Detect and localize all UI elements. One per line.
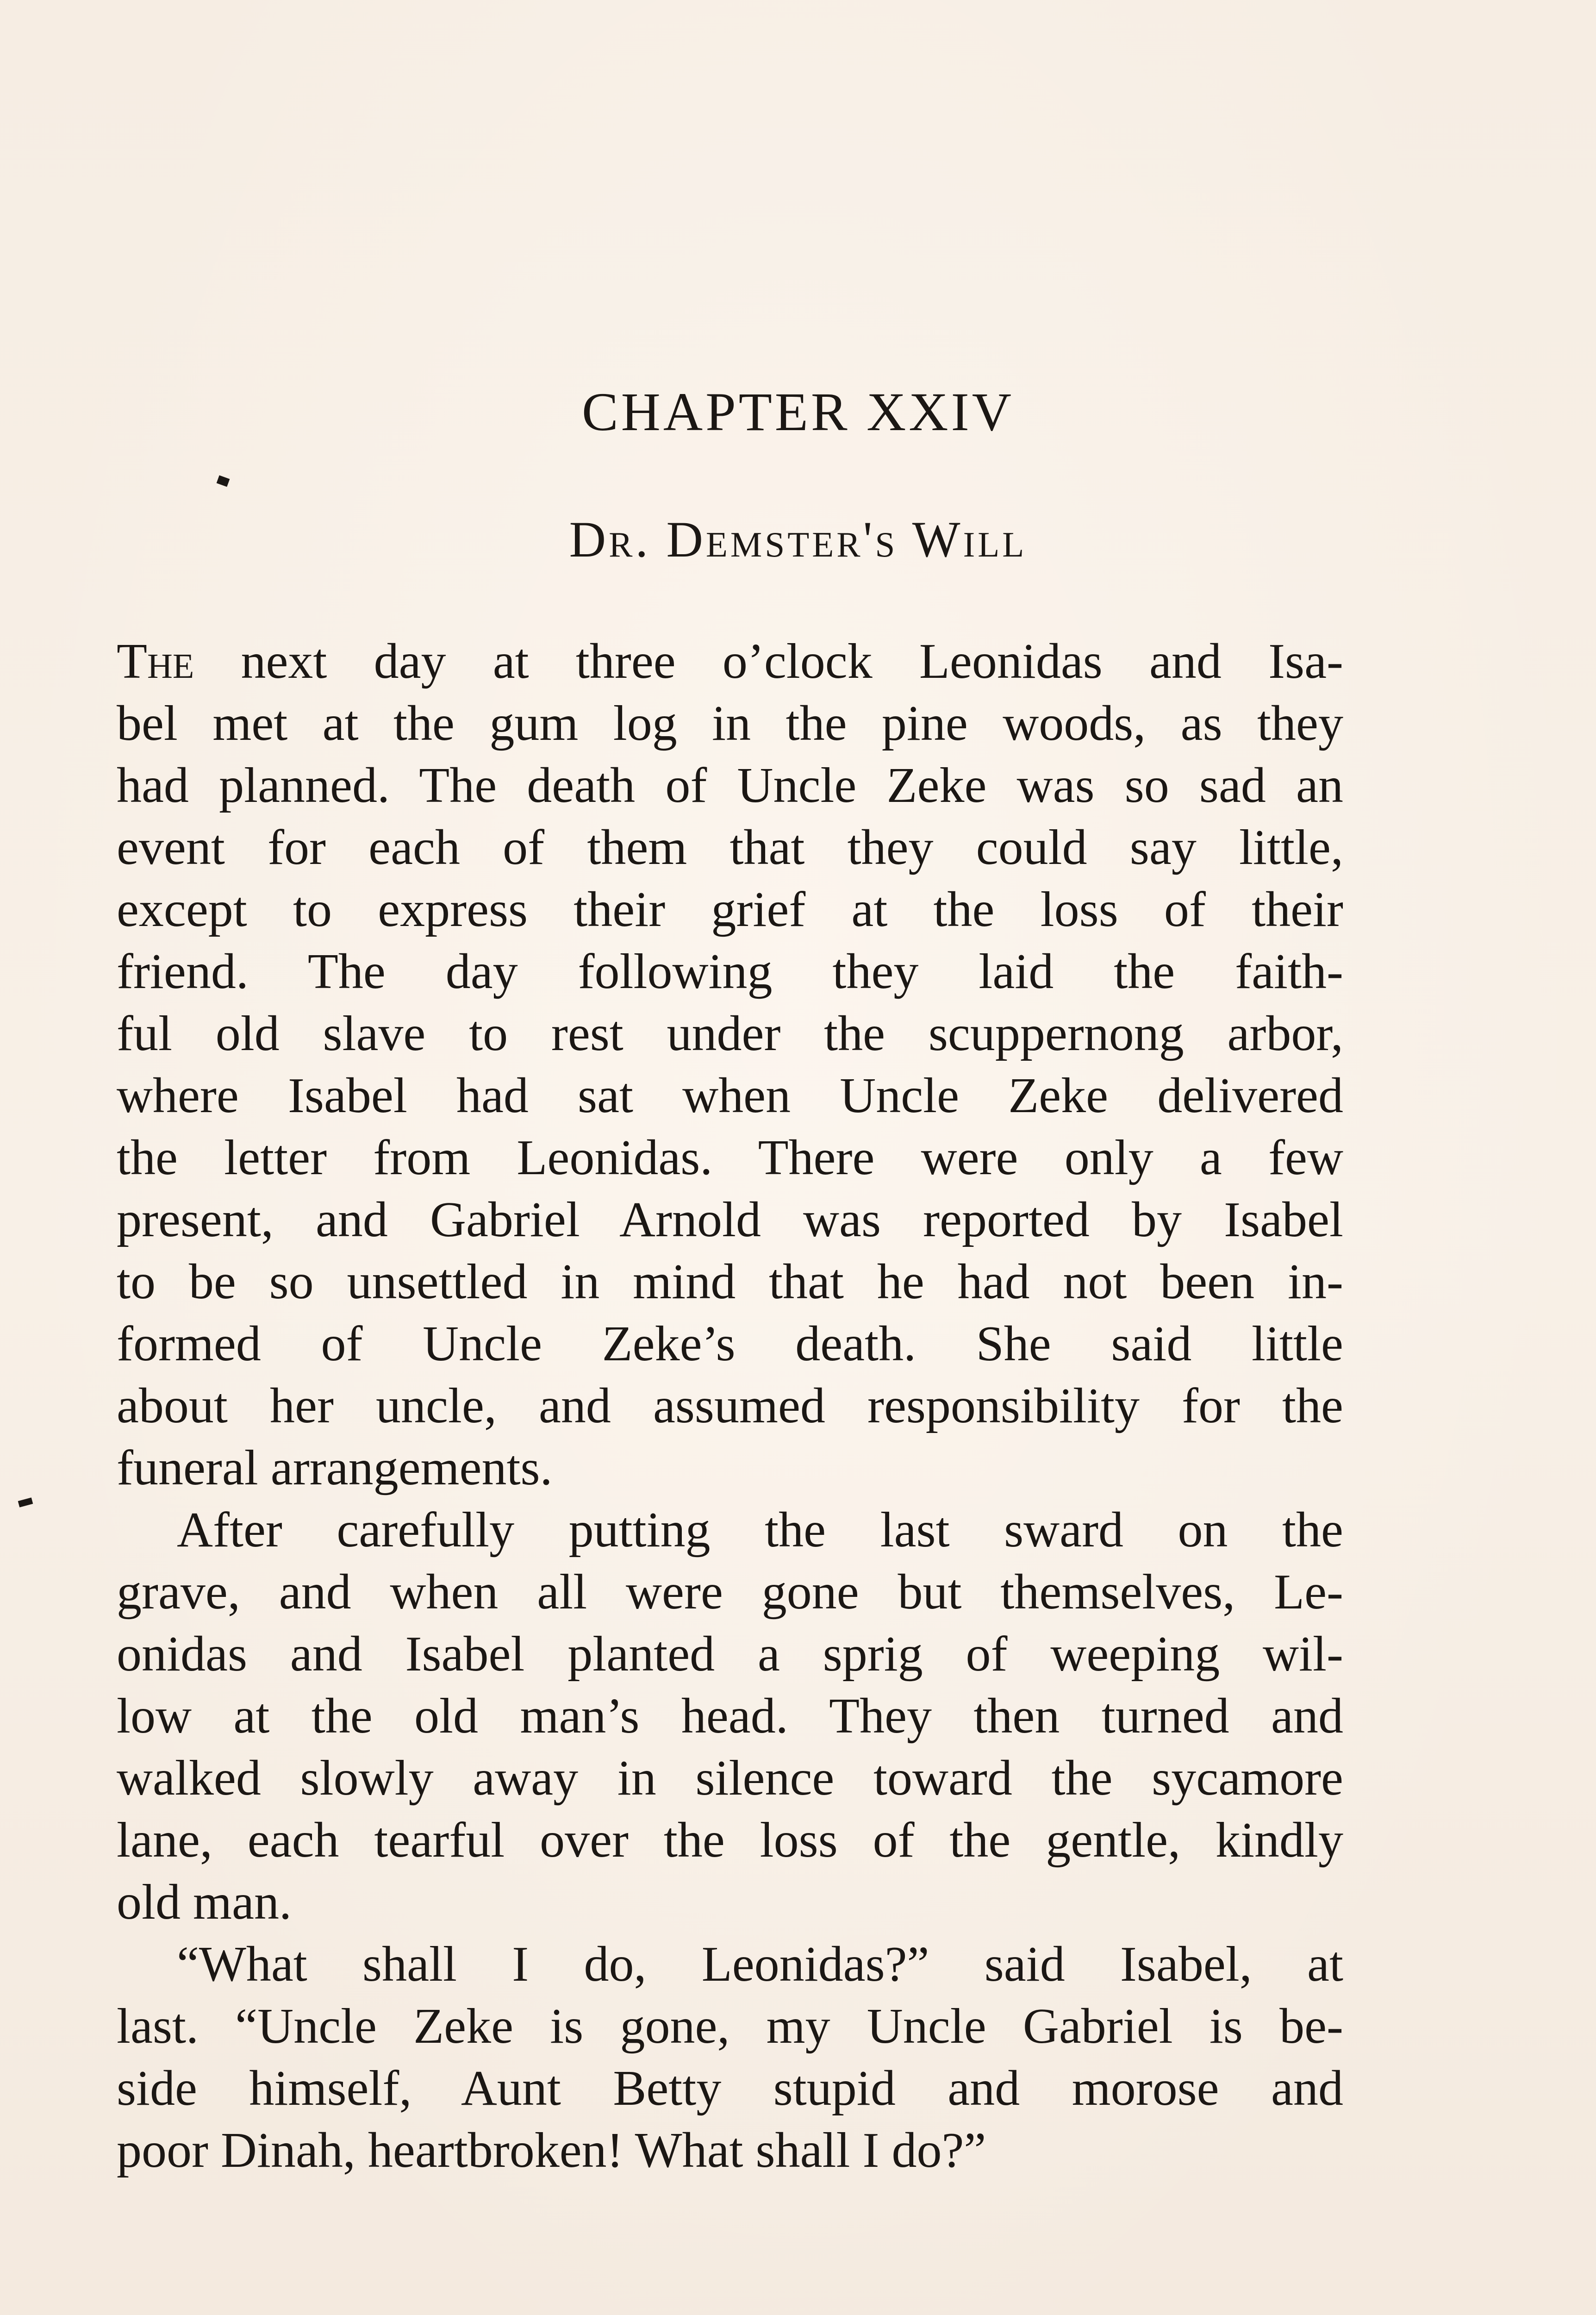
text-line: The next day at three o’clock Leonidas and Isa- [117, 634, 1343, 689]
text-line: about her uncle, and assumed responsibility for the [117, 1378, 1343, 1433]
text-line: funeral arrangements. [117, 1440, 553, 1495]
text-line: present, and Gabriel Arnold was reported by Isabel [117, 1192, 1343, 1247]
text-line: grave, and when all were gone but themselves, Le- [117, 1564, 1343, 1620]
text-line: side himself, Aunt Betty stupid and morose and [117, 2061, 1343, 2116]
text-line: formed of Uncle Zeke’s death. She said little [117, 1316, 1343, 1371]
text-line: friend. The day following they laid the faith- [117, 944, 1343, 999]
text-line: poor Dinah, heartbroken! What shall I do?” [117, 2123, 986, 2178]
text-line: ful old slave to rest under the scuppernong arbor, [117, 1006, 1343, 1061]
text-line: last. “Uncle Zeke is gone, my Uncle Gabriel is be- [117, 1999, 1343, 2054]
text-line: to be so unsettled in mind that he had not been in- [117, 1254, 1343, 1309]
text-line: “What shall I do, Leonidas?” said Isabel, at [177, 1937, 1343, 1992]
text-line: walked slowly away in silence toward the sycamore [117, 1751, 1343, 1806]
text-line: except to express their grief at the loss of their [117, 882, 1343, 937]
text-line: After carefully putting the last sward on the [177, 1502, 1343, 1558]
ink-speck [18, 1497, 33, 1507]
text-line: bel met at the gum log in the pine woods, as they [117, 696, 1343, 751]
text-line: where Isabel had sat when Uncle Zeke delivered [117, 1068, 1343, 1123]
text-line: the letter from Leonidas. There were only a few [117, 1130, 1343, 1185]
drop-word: The [117, 634, 194, 689]
text-line: old man. [117, 1875, 292, 1930]
text-line: had planned. The death of Uncle Zeke was so sad an [117, 758, 1343, 813]
chapter-title: CHAPTER XXIV [581, 382, 1015, 442]
text-line: low at the old man’s head. They then turned and [117, 1689, 1343, 1744]
text-line: onidas and Isabel planted a sprig of weeping wil- [117, 1627, 1343, 1682]
chapter-body [117, 631, 1343, 2182]
text-line: lane, each tearful over the loss of the gentle, kindly [117, 1813, 1343, 1868]
chapter-subtitle: Dr. Demster's Will [569, 511, 1027, 568]
text-line: event for each of them that they could say little, [117, 820, 1343, 875]
ink-speck [217, 475, 230, 487]
